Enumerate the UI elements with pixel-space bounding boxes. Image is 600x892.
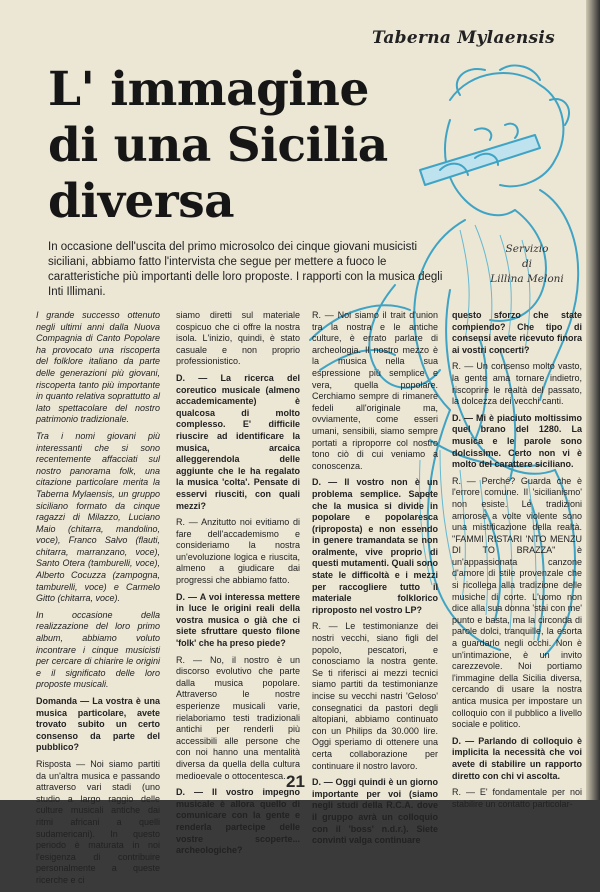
interview-answer: R. — Un consenso molto vasto, la gente ama tornare indietro, riscoprire le realtà del passato, la dolcezza dei vecchi canti. — [452, 361, 582, 407]
author-credit — [472, 242, 582, 287]
column-1 — [36, 310, 160, 892]
credit-line-2: di — [521, 258, 533, 270]
section-rubric: Taberna Mylaensis — [372, 28, 556, 48]
credit-line-1: Servizio — [505, 243, 549, 255]
interview-question: questo sforzo che state compiendo? Che tipo di consensi avete ricevuto finora ai vostri concerti? — [452, 310, 582, 355]
paragraph: In occasione della realizzazione del loro primo album, abbiamo voluto incontrare i cinque musicisti per cercare di chiarire le origini e il significato delle loro proposte musicali. — [36, 609, 160, 690]
interview-question: D. — Parlando di colloquio è implicita la necessità che voi avete di stabilire un rapporto diretto con chi vi ascolta. — [452, 735, 582, 781]
paragraph: Tra i nomi giovani più interessanti che si sono recentemente affacciati sul nostro panorama folk, una citazione particolare merita la Taberna Mylaensis, un gruppo siciliano formato da cinque ragazzi di Milazzo, Luciano Maio (chitarra, mandolino, voce), Franco Salvo (flauti, chitarra, marranzano, voce), Santo Otera (tamburelli, voce), Alberto Cocuzza (zampogna, tamburelli, voce) e Carmelo Gitto (chitarra, voce). — [36, 430, 160, 604]
headline-line-2: di una Sicilia — [48, 118, 388, 173]
interview-question: D. — La ricerca del coreutico musicale (almeno accademicamente) è qualcosa di molto complesso. E' difficile riuscire ad identificare la musica, arcaica alleggerendola delle aggiunte che le ha regalato la musica 'colta'. Pensate di esservi riusciti, con quali mezzi? — [176, 372, 300, 511]
headline-line-3: diversa — [48, 174, 235, 229]
interview-question: D. — Mi è piaciuto moltissimo quel brano del 1280. La musica e le parole sono dolcissime. Certo non vi è molto del carattere siciliano. — [452, 412, 582, 470]
page-number: 21 — [286, 772, 305, 791]
interview-answer: R. — No, il nostro è un discorso evolutivo che parte dalla musica popolare. Attraverso le nostre esperienze musicali varie, rielaboriamo testi tradizionali antichi per renderli più accessibili alle persone che con noi hanno una mentalità diversa da quella della cultura medioevale o ottocentesca. — [176, 654, 300, 781]
interview-answer: R. — Anzitutto noi evitiamo di fare dell'accademismo e consideriamo la nostra un'evoluzione logica e riuscita, almeno a giudicare dai progressi che abbiamo fatto. — [176, 517, 300, 586]
headline-line-1: L' immagine — [48, 62, 369, 117]
credit-line-3: Lillina Meloni — [490, 273, 564, 285]
interview-question: D. — Oggi quindi è un giorno importante per voi (siamo negli studi della R.C.A. dove il gruppo avrà un colloquio con il 'boss' n.d.r.). Siete convinti valga continuare — [312, 777, 438, 846]
interview-question: Domanda — La vostra è una musica particolare, avete trovato subito un certo consenso da parte del pubblico? — [36, 696, 160, 753]
interview-answer: R. — E' fondamentale per noi stabilire un contatto particolar- — [452, 787, 582, 809]
article-headline — [48, 62, 468, 230]
interview-question: D. — Il vostro non è un problema semplice. Sapete che la musica si divide in popolare e popolaresca (riproposta) e non essendo in genere tramandata se non oralmente, vive proprio di questi mutamenti. Quali sono state le difficoltà e i mezzi per raccogliere tutto il materiale folklorico riproposto nel vostro LP? — [312, 477, 439, 615]
article-lede: In occasione dell'uscita del primo microsolco dei cinque giovani musicisti siciliani, abbiamo fatto l'intervista che segue per mettere a fuoco le caratteristiche più importanti delle loro proposte. I rapporti con la musica degli Inti Illimani. — [48, 241, 443, 298]
interview-question: D. — Il vostro impegno musicale è allora quello di comunicare con la gente e renderla partecipe delle vostre scoperte... archeologiche? — [176, 787, 300, 856]
interview-answer: R. — Perché? Guarda che è l'errore comune. Il 'sicilianismo' non esiste. Le tradizioni amorose a volte violente sono una mistificazione della realtà. "FAMMI RISTARI 'NTO MENZU DI TO BRAZZA" è un'appassionata canzone d'amore di stile provenzale che si ricollega alla tradizione delle musiche di corte. L'uomo non dice alla sua donna 'stai con me' punto e basta, ma la circonda di parole dolci, tranquille, la esorta a guardarlo negli occhi. Non è un'intimazione, è un invito carezzevole. Noi portiamo l'immagine della Sicilia diversa, cercando di usare la nostra antica musica per impostare un colloquio con il pubblico a livello sociale e politico. — [452, 475, 582, 730]
interview-answer: siamo diretti sul materiale cospicuo che ci offre la nostra isola. L'inizio, quindi, è stato casuale e non proprio professionistico. — [176, 310, 300, 367]
interview-answer: Risposta — Noi siamo partiti da un'altra musica e passando attraverso vari stadi (uno studio a largo raggio delle culture musicali antiche dai ritmi africani a quelli sudamericani). In questo periodo è maturata in noi l'esigenza di contribuire personalmente a queste ricerche e ci — [36, 758, 160, 885]
column-2 — [176, 310, 300, 862]
interview-question: D. — A voi interessa mettere in luce le origini reali della vostra musica o già che ci siete sfruttare questo filone 'folk' che ha preso piede? — [176, 591, 300, 649]
interview-answer: R. — Noi siamo il trait d'union tra la nostra e le antiche culture, è errato parlare di archeologia. Il nostro mezzo è la musica nella sua espressione più semplice e vera, quella popolare. Cerchiamo sempre di rimanere fedeli all'originale ma, ovviamente, come esseri umani, sensibili, siamo sempre portati a riproporre col nostro tono ciò di cui veniamo a conoscenza. — [312, 310, 438, 471]
column-3 — [312, 310, 438, 852]
paragraph: I grande successo ottenuto negli ultimi anni dalla Nuova Compagnia di Canto Popolare ha provocato una riscoperta del folklore italiano da parte delle generazioni più giovani, riscoperta tanto più importante in quanto relativa soprattutto al lato spettacolare del nostro patrimonio tradizionale. — [36, 310, 160, 425]
interview-answer: R. — Le testimonianze dei nostri vecchi, siano figli del popolo, pescatori, e conosciamo la nostra gente. Se ti riferisci ai mezzi tecnici siamo partiti da testimonianze incise su vecchi nastri 'Geloso' consegnatici da pastori degli altopiani, abbiamo continuato con un Philips da 30.000 lire. Oggi speriamo di ottenere una certa collaborazione per continuare il nostro lavoro. — [312, 621, 438, 771]
column-4 — [452, 310, 582, 815]
